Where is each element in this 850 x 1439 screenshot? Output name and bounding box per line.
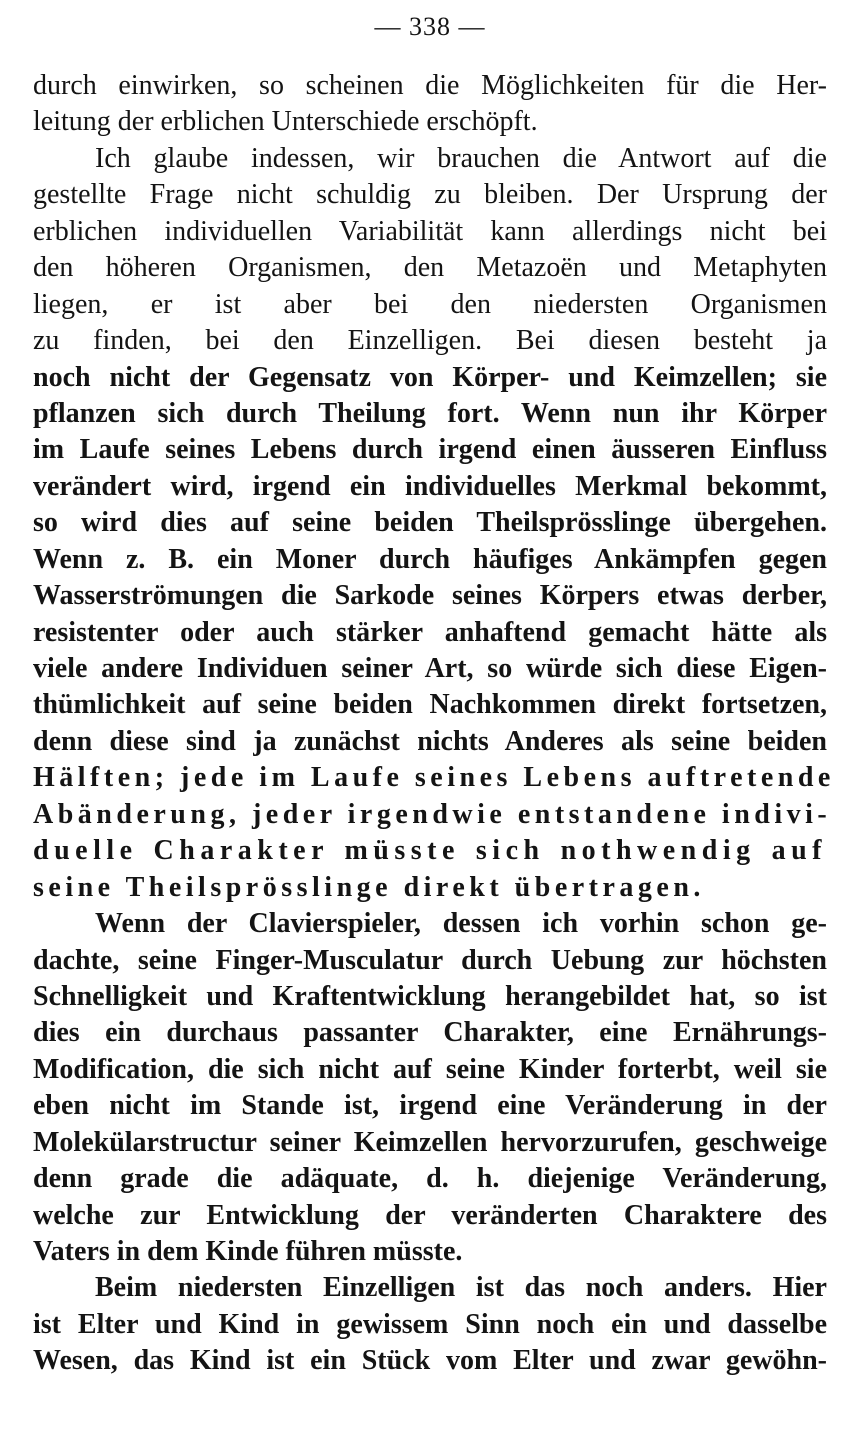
text-line: Molekülarstructur seiner Keimzellen hervorzurufen, geschweige <box>33 1126 827 1158</box>
book-page <box>33 12 835 1380</box>
paragraph-1 <box>33 68 827 141</box>
text-line: zu finden, bei den Einzelligen. Bei diesen besteht ja <box>33 325 827 357</box>
text-line: thümlichkeit auf seine beiden Nachkommen direkt fortsetzen, <box>33 689 827 721</box>
text-line: pflanzen sich durch Theilung fort. Wenn nun ihr Körper <box>33 397 827 429</box>
text-line: dies ein durchaus passanter Charakter, eine Ernährungs- <box>33 1017 827 1049</box>
text-line: den höheren Organismen, den Metazoën und Metaphyten <box>33 252 827 284</box>
page-number: — 338 — <box>374 12 486 41</box>
paragraph-3 <box>33 906 827 1270</box>
text-line: gestellte Frage nicht schuldig zu bleiben. Der Ursprung der <box>33 179 827 211</box>
text-line: leitung der erblichen Unterschiede erschöpft. <box>33 106 538 138</box>
text-line: duelle Charakter müsste sich nothwendig auf <box>33 835 827 867</box>
text-line: denn grade die adäquate, d. h. diejenige Veränderung, <box>33 1163 827 1195</box>
text-line: Hälften; jede im Laufe seines Lebens auftretende <box>33 762 835 794</box>
text-line: seine Theilsprösslinge direkt übertragen. <box>33 871 705 903</box>
text-line: resistenter oder auch stärker anhaftend gemacht hätte als <box>33 616 827 648</box>
text-line: so wird dies auf seine beiden Theilsprösslinge übergehen. <box>33 507 827 539</box>
text-line: noch nicht der Gegensatz von Körper- und Keimzellen; sie <box>33 361 827 393</box>
text-line: eben nicht im Stande ist, irgend eine Veränderung in der <box>33 1090 827 1122</box>
text-line: Beim niedersten Einzelligen ist das noch anders. Hier <box>95 1272 827 1304</box>
text-line: Vaters in dem Kinde führen müsste. <box>33 1236 463 1267</box>
text-line: Wenn der Clavierspieler, dessen ich vorhin schon ge- <box>95 908 827 940</box>
paragraph-4 <box>33 1270 827 1379</box>
text-line: Schnelligkeit und Kraftentwicklung herangebildet hat, so ist <box>33 980 827 1012</box>
text-line: welche zur Entwicklung der veränderten Charaktere des <box>33 1199 827 1231</box>
text-line: viele andere Individuen seiner Art, so würde sich diese Eigen- <box>33 653 827 684</box>
text-line: erblichen individuellen Variabilität kann allerdings nicht bei <box>33 215 827 247</box>
text-line: Wenn z. B. ein Moner durch häufiges Ankämpfen gegen <box>33 543 827 575</box>
text-line: Abänderung, jeder irgendwie entstandene indivi- <box>33 798 832 830</box>
text-line: ist Elter und Kind in gewissem Sinn noch ein und dasselbe <box>33 1308 827 1340</box>
text-line: im Laufe seines Lebens durch irgend einen äusseren Einfluss <box>33 434 827 466</box>
text-line: denn diese sind ja zunächst nichts Anderes als seine beiden <box>33 725 827 757</box>
text-line: verändert wird, irgend ein individuelles Merkmal bekommt, <box>33 470 827 502</box>
text-line: liegen, er ist aber bei den niedersten Organismen <box>33 288 827 320</box>
text-line: Modification, die sich nicht auf seine Kinder forterbt, weil sie <box>33 1053 827 1085</box>
text-line: Wasserströmungen die Sarkode seines Körpers etwas derber, <box>33 580 827 612</box>
text-line: Ich glaube indessen, wir brauchen die Antwort auf die <box>95 142 827 174</box>
text-line: durch einwirken, so scheinen die Möglichkeiten für die Her- <box>33 70 827 101</box>
paragraph-2 <box>33 141 835 906</box>
text-line: Wesen, das Kind ist ein Stück vom Elter und zwar gewöhn- <box>33 1345 827 1377</box>
text-line: dachte, seine Finger-Musculatur durch Uebung zur höchsten <box>33 944 827 976</box>
